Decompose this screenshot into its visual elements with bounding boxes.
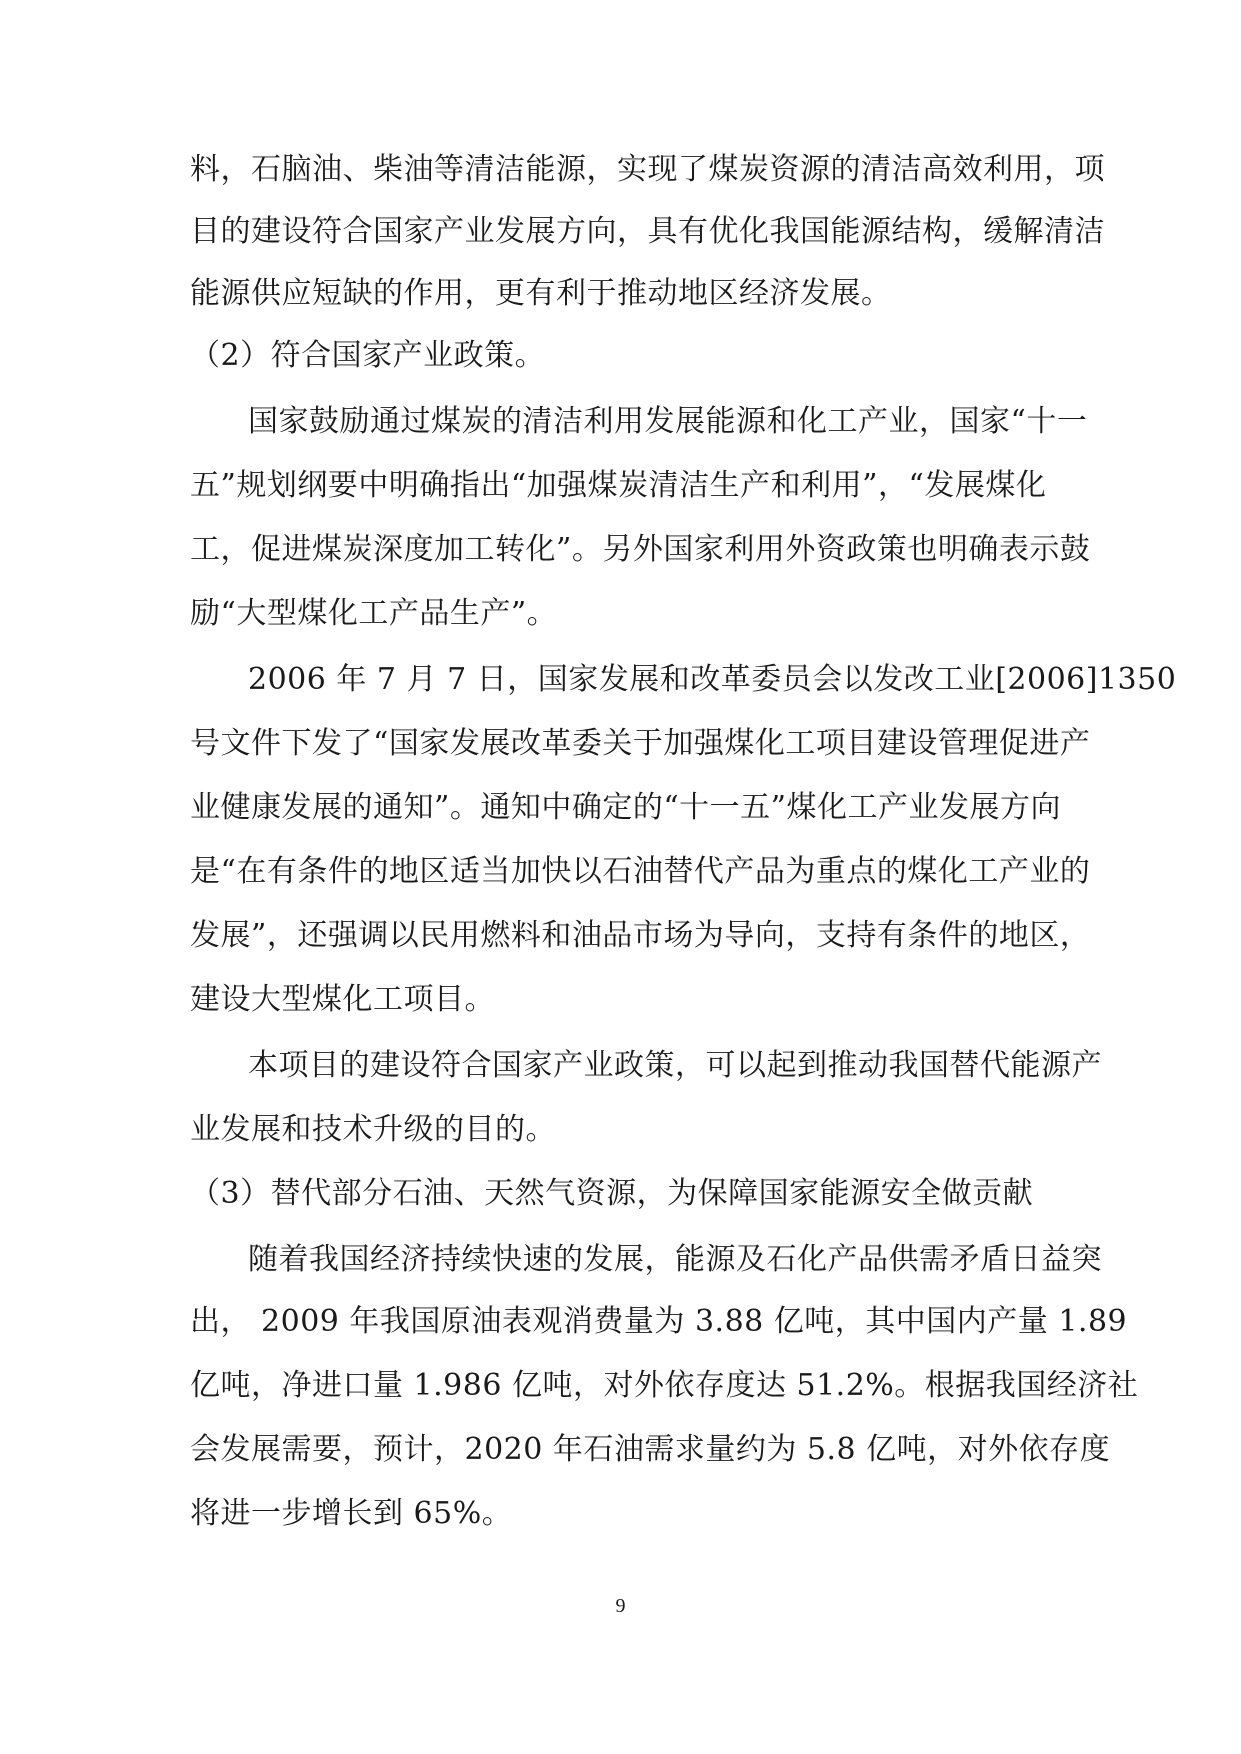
paragraph-line: 号文件下发了“国家发展改革委关于加强煤化工项目建设管理促进产 bbox=[190, 726, 1091, 761]
paragraph-line: 出， 2009 年我国原油表观消费量为 3.88 亿吨，其中国内产量 1.89 bbox=[190, 1304, 1128, 1339]
paragraph-line: 业发展和技术升级的目的。 bbox=[190, 1112, 556, 1147]
paragraph-line: 会发展需要，预计，2020 年石油需求量约为 5.8 亿吨，对外依存度 bbox=[190, 1432, 1111, 1467]
section-heading: （3）替代部分石油、天然气资源，为保障国家能源安全做贡献 bbox=[190, 1176, 1034, 1211]
paragraph-line: 业健康发展的通知”。通知中确定的“十一五”煤化工产业发展方向 bbox=[190, 790, 1062, 825]
paragraph-line: 励“大型煤化工产品生产”。 bbox=[190, 596, 558, 631]
paragraph-line: 是“在有条件的地区适当加快以石油替代产品为重点的煤化工产业的 bbox=[190, 854, 1091, 889]
paragraph-line: 2006 年 7 月 7 日，国家发展和改革委员会以发改工业[2006]1350 bbox=[248, 662, 1177, 697]
paragraph-line: 国家鼓励通过煤炭的清洁利用发展能源和化工产业，国家“十一 bbox=[248, 404, 1088, 439]
paragraph-line: 五”规划纲要中明确指出“加强煤炭清洁生产和利用”，“发展煤化 bbox=[190, 468, 1047, 503]
paragraph-line: 亿吨，净进口量 1.986 亿吨，对外依存度达 51.2%。根据我国经济社 bbox=[190, 1368, 1139, 1403]
paragraph-line: 将进一步增长到 65%。 bbox=[190, 1496, 513, 1531]
section-heading: （2）符合国家产业政策。 bbox=[190, 338, 546, 373]
paragraph-line: 目的建设符合国家产业发展方向，具有优化我国能源结构，缓解清洁 bbox=[190, 214, 1105, 249]
paragraph-line: 料，石脑油、柴油等清洁能源，实现了煤炭资源的清洁高效利用，项 bbox=[190, 152, 1105, 187]
paragraph-line: 能源供应短缺的作用，更有利于推动地区经济发展。 bbox=[190, 276, 892, 311]
paragraph-line: 本项目的建设符合国家产业政策，可以起到推动我国替代能源产 bbox=[248, 1048, 1102, 1083]
paragraph-line: 工，促进煤炭深度加工转化”。另外国家利用外资政策也明确表示鼓 bbox=[190, 532, 1091, 567]
page-number: 9 bbox=[615, 1595, 626, 1617]
paragraph-line: 建设大型煤化工项目。 bbox=[190, 982, 495, 1017]
paragraph-line: 发展”，还强调以民用燃料和油品市场为导向，支持有条件的地区， bbox=[190, 918, 1091, 953]
paragraph-line: 随着我国经济持续快速的发展，能源及石化产品供需矛盾日益突 bbox=[248, 1242, 1102, 1277]
